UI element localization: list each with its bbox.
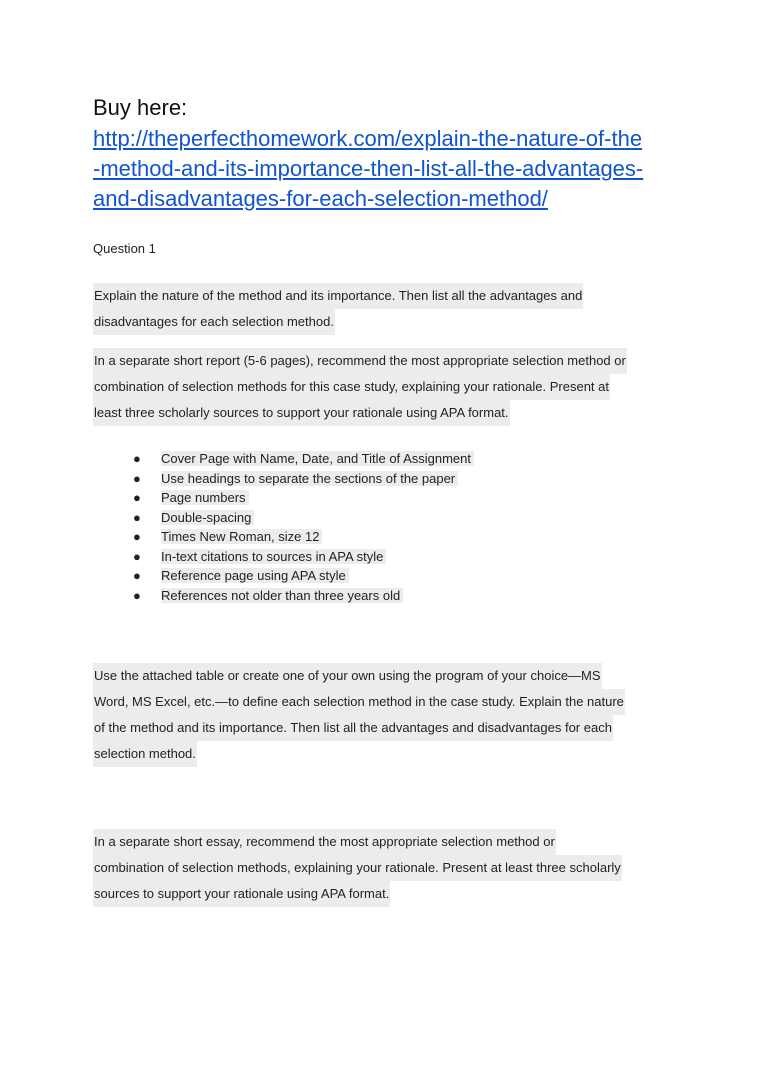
requirements-list xyxy=(93,449,474,605)
question-text: Question 1 xyxy=(93,241,156,256)
paragraph-line: In a separate short report (5-6 pages), recommend the most appropriate selection method or xyxy=(93,348,627,374)
list-item-text: References not older than three years old xyxy=(161,588,403,603)
bullet-icon: ● xyxy=(133,470,141,486)
list-item-text: Double-spacing xyxy=(161,510,254,525)
paragraph-line: combination of selection methods, explaining your rationale. Present at least three scholarly xyxy=(93,855,622,881)
paragraph-line: combination of selection methods for this case study, explaining your rationale. Present at xyxy=(93,374,610,400)
paragraph-line: disadvantages for each selection method. xyxy=(93,309,335,335)
link-line[interactable]: -method-and-its-importance-then-list-all-the-advantages- xyxy=(93,156,644,181)
link-line[interactable]: http://theperfecthomework.com/explain-the-nature-of-the xyxy=(93,126,643,151)
paragraph-line: Explain the nature of the method and its importance. Then list all the advantages and xyxy=(93,283,583,309)
paragraph-report xyxy=(93,348,693,426)
paragraph-line: least three scholarly sources to support your rationale using APA format. xyxy=(93,400,510,426)
bullet-icon: ● xyxy=(133,509,141,525)
list-item-text: In-text citations to sources in APA style xyxy=(161,549,386,564)
homework-link[interactable] xyxy=(93,124,683,214)
list-item xyxy=(93,488,474,508)
question-label xyxy=(93,236,693,262)
list-item-text: Use headings to separate the sections of the paper xyxy=(161,471,458,486)
list-item xyxy=(93,586,474,606)
paragraph-line: In a separate short essay, recommend the most appropriate selection method or xyxy=(93,829,556,855)
bullet-icon: ● xyxy=(133,548,141,564)
list-item xyxy=(93,508,474,528)
list-item xyxy=(93,547,474,567)
paragraph-line: Word, MS Excel, etc.—to define each selection method in the case study. Explain the nature xyxy=(93,689,625,715)
list-item xyxy=(93,527,474,547)
bullet-icon: ● xyxy=(133,490,141,505)
paragraph-explain xyxy=(93,283,693,335)
list-item-text: Times New Roman, size 12 xyxy=(161,529,322,544)
paragraph-line: of the method and its importance. Then list all the advantages and disadvantages for each xyxy=(93,715,613,741)
paragraph-line: Use the attached table or create one of your own using the program of your choice—MS xyxy=(93,663,602,689)
list-item xyxy=(93,449,474,469)
list-item xyxy=(93,566,474,586)
bullet-icon: ● xyxy=(133,451,141,466)
paragraph-line: selection method. xyxy=(93,741,197,767)
bullet-icon: ● xyxy=(133,529,141,544)
list-item-text: Page numbers xyxy=(161,490,249,505)
paragraph-table xyxy=(93,663,693,767)
link-line[interactable]: and-disadvantages-for-each-selection-method/ xyxy=(93,186,548,211)
bullet-icon: ● xyxy=(133,568,141,583)
list-item-text: Reference page using APA style xyxy=(161,568,349,583)
paragraph-essay xyxy=(93,829,693,907)
list-item-text: Cover Page with Name, Date, and Title of Assignment xyxy=(161,451,474,466)
list-item xyxy=(93,469,474,489)
bullet-icon: ● xyxy=(133,587,141,603)
buy-here-label: Buy here: xyxy=(93,95,188,120)
paragraph-line: sources to support your rationale using APA format. xyxy=(93,881,390,907)
